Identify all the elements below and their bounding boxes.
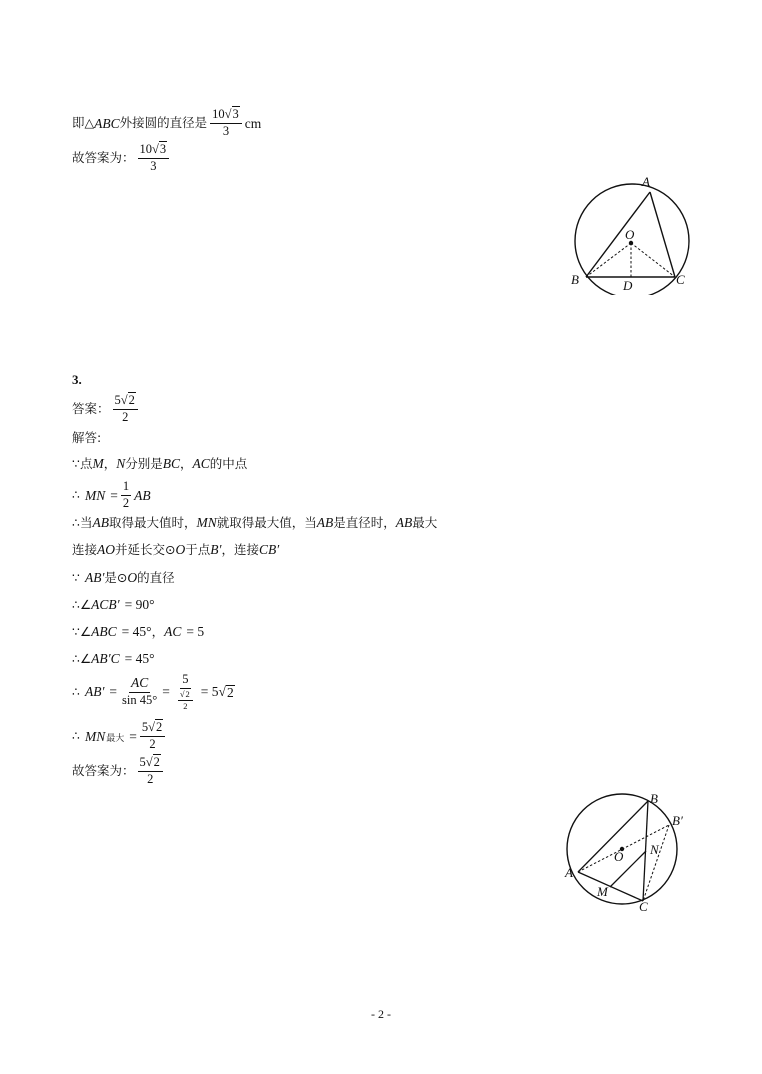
side-AB (586, 192, 650, 277)
midline-circle-figure (556, 788, 706, 914)
side-AC (650, 192, 675, 277)
answer-fraction-2: $\frac{10√3}{3}$ (138, 143, 170, 174)
label-B-prime: B′ (672, 813, 683, 828)
answer-fraction-3: $\frac{5√2}{2}$ (113, 394, 138, 425)
solution-label: 解答: (72, 430, 102, 445)
label-N: N (650, 842, 659, 857)
segment-AB (578, 801, 648, 872)
label-B: B (650, 791, 658, 806)
answer-line-3: 答案： $\frac{5√2}{2}$ (72, 394, 141, 425)
solution-line-8: ∴∠ AB′C = 45° (72, 650, 155, 666)
question-number-3: 3. (72, 372, 82, 387)
mn-max-fraction: $\frac{5√2}{2}$ (140, 721, 165, 752)
solution-line-10: ∴ MN 最大 = $\frac{5√2}{2}$ (72, 721, 168, 752)
answer-line-2: 故答案为： $\frac{10√3}{3}$ (72, 143, 172, 174)
segment-OC (631, 243, 675, 277)
label-O: O (625, 227, 635, 242)
solution-line-4: 连接 AO 并延长交⊙ O 于点 B′ ，连接 CB′ (72, 541, 280, 557)
solution-line-5: ∵ AB′ 是⊙ O 的直径 (72, 569, 175, 585)
solution-line-2: ∴ MN = $\frac{1}{2}$ AB (72, 479, 151, 510)
label-A: A (565, 865, 573, 880)
solution-line-7: ∵∠ ABC = 45° ， AC = 5 (72, 623, 205, 639)
label-B: B (571, 272, 579, 287)
label-D: D (623, 278, 633, 293)
label-C: C (639, 899, 648, 914)
five-over-root-fraction: $\frac{5}{\frac{√2}{2}}$ (173, 673, 198, 711)
diameter-fraction: $\frac{10√3}{3}$ (210, 108, 242, 139)
circumcircle-diameter-line: 即△ ABC 外接圆的直径是 $\frac{10√3}{3}$ cm (72, 107, 262, 138)
label-O: O (614, 849, 624, 864)
label-A: A (642, 174, 650, 189)
page-number: - 2 - (371, 1007, 391, 1021)
solution-line-1: ∵点 M ， N 分别是 BC ， AC 的中点 (72, 455, 248, 471)
half-fraction: $\frac{1}{2}$ (122, 479, 130, 510)
label-C: C (676, 272, 685, 287)
ac-over-sin-fraction: $\frac{AC}{\sin 45^\circ}$ (122, 675, 158, 708)
final-answer-fraction: $\frac{5√2}{2}$ (138, 756, 163, 787)
solution-line-9: ∴ AB′ = $\frac{AC}{\sin 45^\circ}$ = $\frac{5}{\frac{√2}{2}}$ = 5 √ 2 (72, 672, 234, 712)
solution-line-3: ∴当 AB 取得最大值时， MN 就取得最大值，当 AB 是直径时， AB 最大 (72, 514, 438, 530)
solution-line-6: ∴∠ ACB′ = 90° (72, 596, 155, 612)
final-answer-line: 故答案为： $\frac{5√2}{2}$ (72, 756, 166, 787)
triangle-circle-figure (562, 170, 702, 295)
label-M: M (597, 884, 608, 899)
root2-over-2-fraction: $\frac{√2}{2}$ (178, 690, 193, 712)
